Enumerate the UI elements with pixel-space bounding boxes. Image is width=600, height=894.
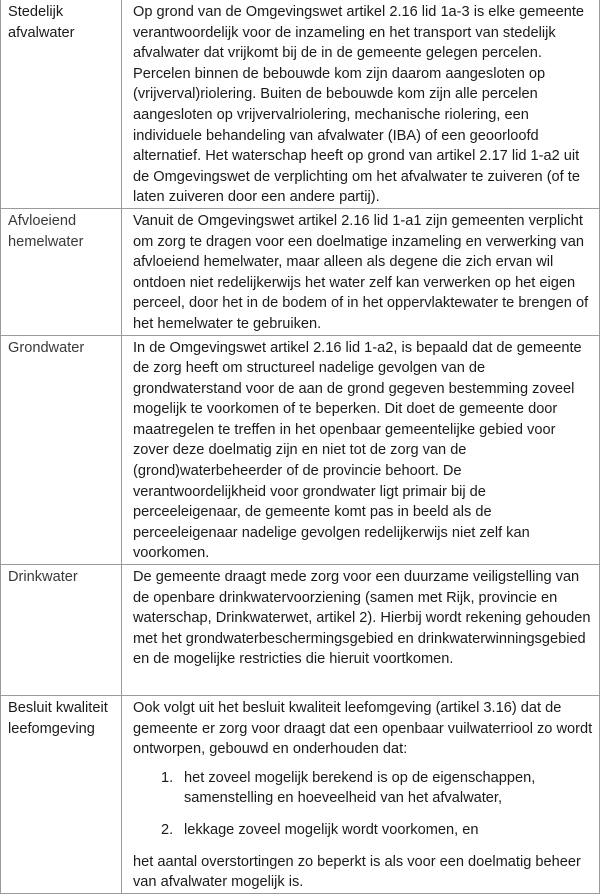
description-text: De gemeente draagt mede zorg voor een duurzame veiligstelling van de openbare drinkwatervoorziening (samen met Rijk, provincie en waterschap, Drinkwaterwet, artikel 2). Hierbij wordt rekening gehouden met het grondwaterbeschermingsgebied en drinkwaterwinningsgebied en de mogelijke restricties die hieruit voortkomen. [133, 569, 591, 668]
table-row [1, 0, 600, 208]
term-cell [1, 208, 122, 335]
description-text: Op grond van de Omgevingswet artikel 2.16 lid 1a-3 is elke gemeente verantwoordelijk voor de inzameling en het transport van stedelijk afvalwater dat vrijkomt bij de in de gemeente gelegen percelen. Percelen binnen de bebouwde kom zijn daarom aangesloten op (vrijverval)riolering. Buiten de bebouwde kom zijn alle percelen aangesloten op vrijvervalriolering, mechanische riolering, een individuele behandeling van afvalwater (IBA) of een geoorloofd alternatief. Het waterschap heeft op grond van artikel 2.17 lid 1-a2 uit de Omgevingswet de verplichting om het afvalwater te zuiveren (of te laten zuiveren door een andere partij). [133, 4, 585, 206]
description-cell [122, 696, 600, 894]
term-cell [1, 335, 122, 565]
table-row [1, 335, 600, 565]
description-cell [122, 335, 600, 565]
term-cell [1, 0, 122, 208]
list-item-text: lekkage zoveel mogelijk wordt voorkomen, en [184, 822, 479, 838]
term-grondwater: Grondwater [8, 339, 85, 356]
term-drinkwater: Drinkwater [8, 569, 78, 586]
term-afvloeiend-hemelwater: Afvloeiend hemelwater [8, 212, 84, 250]
term-cell [1, 565, 122, 696]
description-content [122, 696, 599, 893]
description-text: In de Omgevingswet artikel 2.16 lid 1-a2, is bepaald dat de gemeente de zorg heeft om structureel nadelige gevolgen van de grondwaterstand voor de aan de grond gegeven bestemming zoveel mogelijk te voorkomen of te beperken. Dit doet de gemeente door maatregelen te treffen in het openbaar gemeentelijke gebied voor zover deze doelmatig zijn en niet tot de zorg van de (grond)waterbeheerder of de provincie behoort. De verantwoordelijkheid voor grondwater ligt primair bij de perceeleigenaar, de gemeente komt pas in beeld als de perceeleigenaar nadelige gevolgen redelijkerwijs niet zelf kan voorkomen. [133, 339, 582, 562]
term-besluit-kwaliteit-leefomgeving: Besluit kwaliteit leefomgeving [8, 700, 108, 737]
list-item [133, 820, 593, 841]
description-cell [122, 208, 600, 335]
list-item-number: 2. [161, 822, 174, 838]
table-row [1, 565, 600, 696]
requirements-list [133, 768, 593, 841]
description-intro: Ook volgt uit het besluit kwaliteit leefomgeving (artikel 3.16) dat de gemeente er zorg voor draagt dat een openbaar vuilwaterriool zo wordt ontworpen, gebouwd en onderhouden dat: [133, 700, 593, 758]
description-cell [122, 0, 600, 208]
term-stedelijk-afvalwater: Stedelijk afvalwater [8, 4, 75, 41]
list-item [133, 768, 593, 809]
description-closing: het aantal overstortingen zo beperkt is als voor een doelmatig beheer van afvalwater mogelijk is. [133, 853, 581, 891]
description-text: Vanuit de Omgevingswet artikel 2.16 lid 1-a1 zijn gemeenten verplicht om zorg te dragen voor een doelmatige inzameling en verwerking van afvloeiend hemelwater, maar alleen als degene die zich ervan wil ontdoen niet redelijkerwijs het water zelf kan verwerken op het eigen perceel, door het in de bodem of in het oppervlaktewater te brengen of het hemelwater te gebruiken. [133, 212, 589, 332]
term-cell [1, 696, 122, 894]
description-cell [122, 565, 600, 696]
table-row [1, 208, 600, 335]
table-row [1, 696, 600, 894]
list-item-number: 1. [161, 769, 174, 786]
list-item-text: het zoveel mogelijk berekend is op de eigenschappen, samenstelling en hoeveelheid van het afvalwater, [184, 769, 536, 807]
